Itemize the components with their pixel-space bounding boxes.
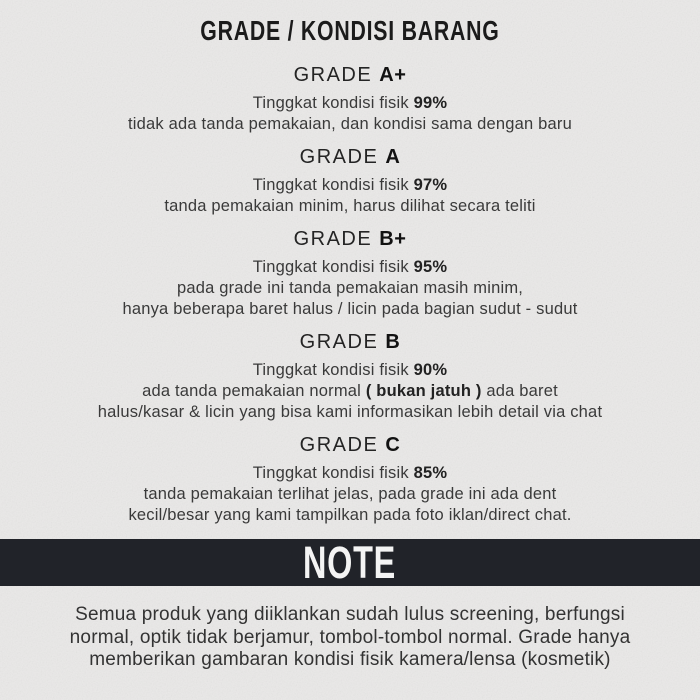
- section-grade-b-plus: [0, 228, 700, 320]
- note-banner: [0, 539, 700, 586]
- description-line: [0, 196, 700, 217]
- note-banner-text: NOTE: [303, 537, 397, 588]
- description-segment: tidak ada tanda pemakaian, dan kondisi sama dengan baru: [128, 115, 572, 133]
- condition-prefix: Tinggkat kondisi fisik: [252, 176, 409, 194]
- grade-heading: [0, 434, 700, 456]
- description-segment: kecil/besar yang kami tampilkan pada foto iklan/direct chat.: [128, 506, 572, 524]
- note-body: [50, 604, 650, 672]
- condition-percent-line: [0, 360, 700, 381]
- description-segment: ada tanda pemakaian normal: [142, 382, 366, 400]
- page-title: [0, 15, 700, 46]
- description-line: [0, 278, 700, 299]
- condition-prefix: Tinggkat kondisi fisik: [252, 94, 409, 112]
- description-segment: tanda pemakaian minim, harus dilihat secara teliti: [164, 197, 536, 215]
- description-line: [0, 402, 700, 423]
- condition-percent-line: [0, 463, 700, 484]
- page-title-text: GRADE / KONDISI BARANG: [200, 15, 500, 46]
- grade-heading: [0, 331, 700, 353]
- condition-percent: 99%: [413, 94, 448, 112]
- description-line: [0, 114, 700, 135]
- condition-prefix: Tinggkat kondisi fisik: [252, 258, 409, 276]
- section-grade-a: [0, 146, 700, 217]
- grade-heading: [0, 146, 700, 168]
- description-segment: halus/kasar & licin yang bisa kami informasikan lebih detail via chat: [97, 403, 603, 421]
- condition-percent: 85%: [413, 464, 448, 482]
- description-segment: tanda pemakaian terlihat jelas, pada grade ini ada dent: [143, 485, 557, 503]
- section-grade-b: [0, 331, 700, 423]
- description-line: [0, 505, 700, 526]
- grade-heading: [0, 64, 700, 86]
- condition-percent: 90%: [413, 361, 448, 379]
- description-segment: hanya beberapa baret halus / licin pada bagian sudut - sudut: [122, 300, 578, 318]
- section-grade-a-plus: [0, 64, 700, 135]
- condition-percent-line: [0, 257, 700, 278]
- note-body-line: Semua produk yang diiklankan sudah lulus screening, berfungsi: [75, 604, 625, 625]
- condition-percent-line: [0, 93, 700, 114]
- condition-prefix: Tinggkat kondisi fisik: [252, 361, 409, 379]
- grade-heading: [0, 228, 700, 250]
- grade-heading-grade: A+: [379, 64, 407, 86]
- section-grade-c: [0, 434, 700, 526]
- grade-heading-label: GRADE: [299, 434, 379, 456]
- grade-heading-label: GRADE: [293, 228, 373, 250]
- condition-percent: 95%: [413, 258, 448, 276]
- note-body-line: normal, optik tidak berjamur, tombol-tombol normal. Grade hanya: [69, 626, 631, 648]
- description-line: [0, 484, 700, 505]
- grade-heading-grade: B: [385, 331, 401, 353]
- grade-heading-label: GRADE: [299, 331, 379, 353]
- grade-heading-label: GRADE: [299, 146, 379, 168]
- condition-prefix: Tinggkat kondisi fisik: [252, 464, 409, 482]
- grade-heading-grade: B+: [379, 228, 407, 250]
- description-segment: pada grade ini tanda pemakaian masih minim,: [176, 279, 524, 297]
- description-line: [0, 381, 700, 402]
- note-body-line: memberikan gambaran kondisi fisik kamera/lensa (kosmetik): [89, 649, 611, 670]
- description-segment-bold: ( bukan jatuh ): [365, 382, 482, 400]
- grade-heading-label: GRADE: [293, 64, 373, 86]
- condition-percent: 97%: [413, 176, 448, 194]
- description-segment: ada baret: [481, 382, 558, 400]
- grade-heading-grade: C: [385, 434, 401, 456]
- description-line: [0, 299, 700, 320]
- condition-percent-line: [0, 175, 700, 196]
- grade-heading-grade: A: [385, 146, 401, 168]
